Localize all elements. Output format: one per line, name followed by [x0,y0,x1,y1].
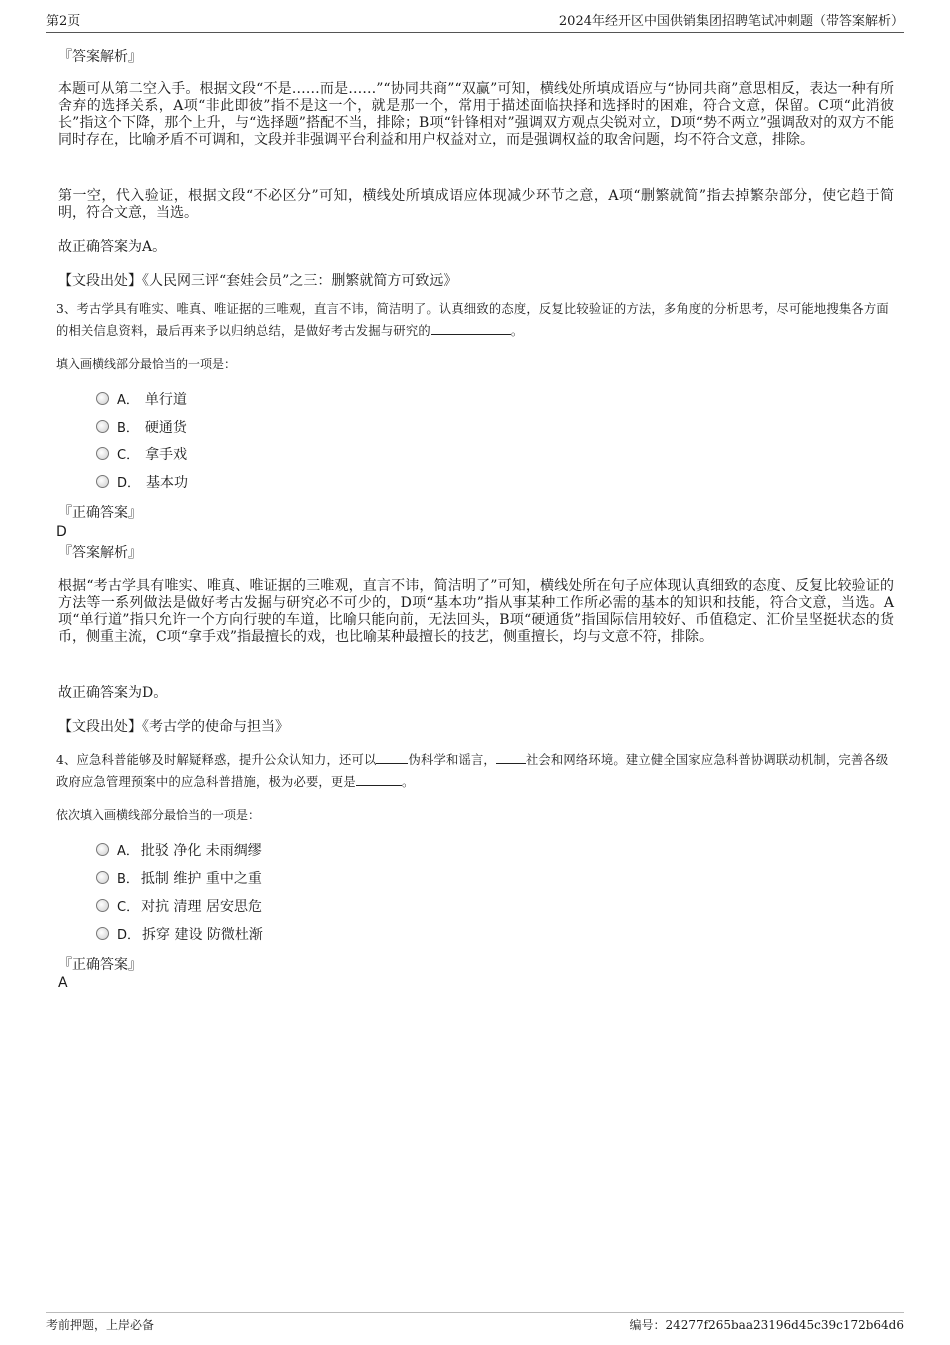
q3-stem-text: 3、考古学具有唯实、唯真、唯证据的三唯观，直言不讳，简洁明了。认真细致的态度，反复比较验证的方法，多角度的分析思考，尽可能地搜集各方面的相关信息资料，最后再来予以归纳总结，是做好考古发掘与研究的 [56,302,889,338]
q4-blank-1 [376,751,408,764]
q2-analysis-paragraph-2: 第一空，代入验证，根据文段“不必区分”可知，横线处所填成语应体现减少环节之意，A项“删繁就简”指去掉繁杂部分，使它趋于简明，符合文意，当选。 [58,188,894,221]
q3-conclusion: 故正确答案为D。 [58,685,168,701]
radio-icon[interactable] [96,420,109,433]
page-header [46,14,904,33]
q3-blank [431,322,511,335]
q4-blank-3 [356,773,402,786]
q4-stem-text-2: 伪科学和谣言， [408,753,496,767]
page-footer [46,1312,904,1335]
q3-option-d[interactable]: D． 基本功 [96,474,188,493]
q4-answer: A [58,975,68,991]
q4-option-c[interactable]: C． 对抗 清理 居安思危 [96,898,262,917]
q3-option-b[interactable]: B． 硬通货 [96,419,187,438]
q3-instruction: 填入画横线部分最恰当的一项是： [56,357,237,371]
radio-icon[interactable] [96,843,109,856]
q4-stem [56,749,896,793]
q3-stem-end: 。 [510,324,524,338]
radio-icon[interactable] [96,392,109,405]
radio-icon[interactable] [96,899,109,912]
q3-answer-label: 『正确答案』 [58,505,142,521]
q4-stem-text-3: 社会和网络环境。建立健全国家应急科普协调联动机制，完善各级政府应急管理预案中的应急科普措施，极为必要，更是 [56,753,889,789]
radio-icon[interactable] [96,927,109,940]
q3-option-a[interactable]: A． 单行道 [96,391,187,410]
q2-conclusion: 故正确答案为A。 [58,239,167,255]
radio-icon[interactable] [96,447,109,460]
page-number: 第2页 [46,14,81,29]
radio-icon[interactable] [96,871,109,884]
q3-option-c[interactable]: C． 拿手戏 [96,446,187,465]
q3-source: 【文段出处】《考古学的使命与担当》 [58,719,289,735]
q3-analysis: 根据“考古学具有唯实、唯真、唯证据的三唯观，直言不讳，简洁明了”可知，横线处所在句子应体现认真细致的态度、反复比较验证的方法等一系列做法是做好考古发掘与研究必不可少的，D项“基本功”指从事某种工作所必需的基本的知识和技能，符合文意，当选。A项“单行道”指只允许一个方向行驶的车道，比喻只能向前，无法回头，B项“硬通货”指国际信用较好、币值稳定、汇价呈坚挺状态的货币，侧重主流，C项“拿手戏”指最擅长的戏，也比喻某种最擅长的技艺，侧重擅长，均与文意不符，排除。 [58,578,894,645]
footer-code: 编号：24277f265baa23196d45c39c172b64d6 [629,1318,904,1332]
q2-analysis-label: 『答案解析』 [58,49,142,65]
q4-stem-text-1: 4、应急科普能够及时解疑释惑，提升公众认知力，还可以 [56,753,377,767]
q4-option-d[interactable]: D． 拆穿 建设 防微杜渐 [96,926,263,945]
q3-analysis-label: 『答案解析』 [58,545,142,561]
footer-motto: 考前押题，上岸必备 [46,1318,155,1332]
q3-answer: D [56,524,67,540]
q4-option-b[interactable]: B． 抵制 维护 重中之重 [96,870,262,889]
q4-blank-2 [496,751,526,764]
radio-icon[interactable] [96,475,109,488]
q4-answer-label: 『正确答案』 [58,957,142,973]
q4-stem-end: 。 [401,775,415,789]
document-title: 2024年经开区中国供销集团招聘笔试冲刺题（带答案解析） [558,14,904,29]
q2-analysis-paragraph-1: 本题可从第二空入手。根据文段“不是……而是……”“协同共商”“双赢”可知，横线处所填成语应与“协同共商”意思相反，表达一种有所舍弃的选择关系，A项“非此即彼”指不是这一个，就是那一个，常用于描述面临抉择和选择时的困难，符合文意，保留。C项“此消彼长”指这个下降，那个上升，与“选择题”搭配不当，排除；B项“针锋相对”强调双方观点尖锐对立，D项“势不两立”强调敌对的双方不能同时存在，比喻矛盾不可调和，文段并非强调平台利益和用户权益对立，而是强调权益的取舍问题，均不符合文意，排除。 [58,81,894,148]
q4-instruction: 依次填入画横线部分最恰当的一项是： [56,808,261,822]
q4-option-a[interactable]: A． 批驳 净化 未雨绸缪 [96,842,262,861]
q2-source: 【文段出处】《人民网三评“套娃会员”之三：删繁就简方可致远》 [58,273,458,289]
q3-stem [56,298,896,342]
